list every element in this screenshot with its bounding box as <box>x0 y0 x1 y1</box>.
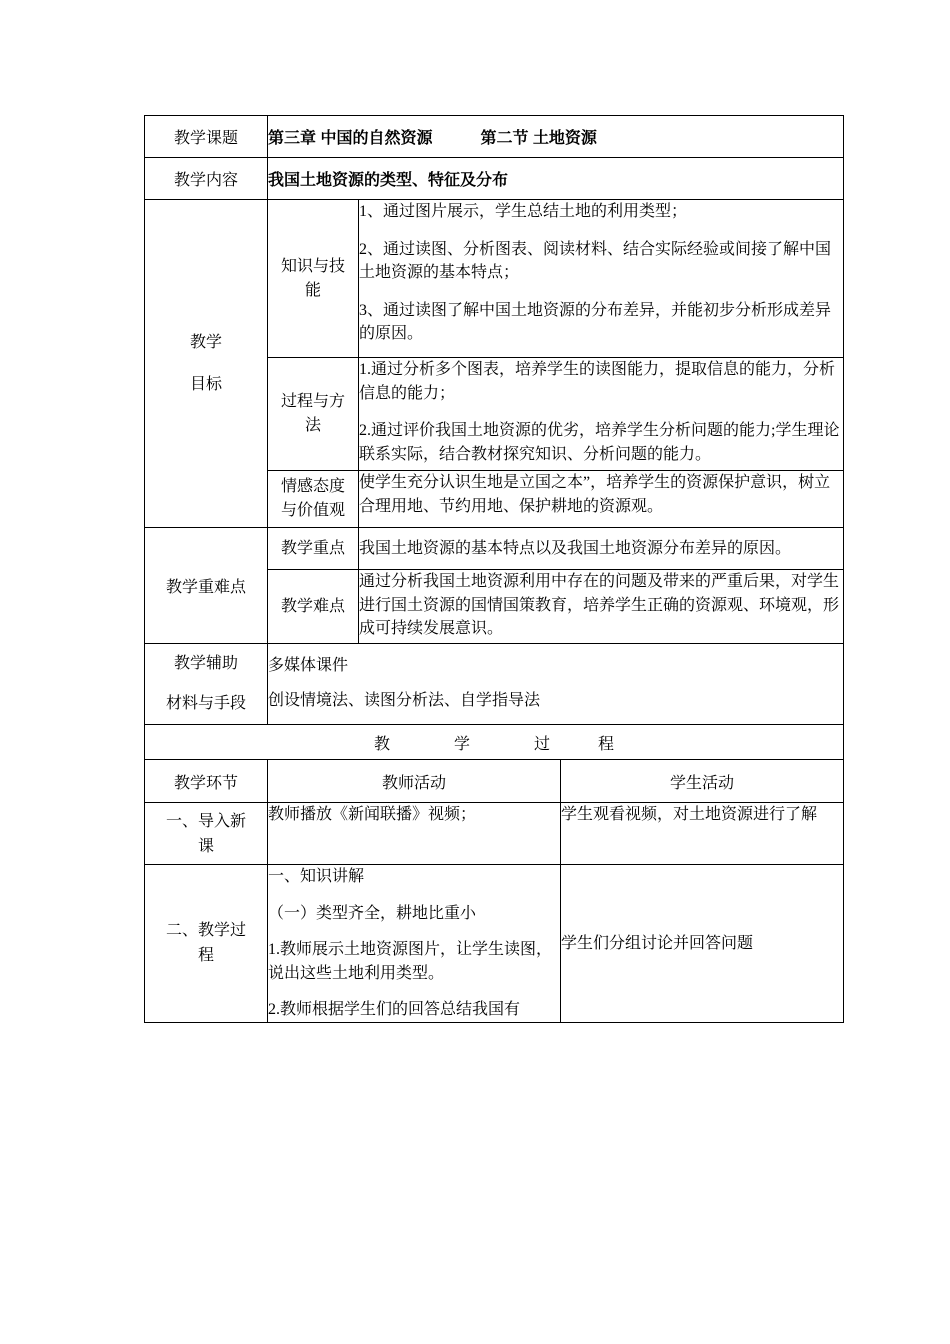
aids-label-text <box>145 644 267 724</box>
stage-teaching <box>145 865 268 1023</box>
knowledge-content <box>359 200 844 358</box>
header-stage: 教学环节 <box>145 760 268 803</box>
student-activity-item: 学生观看视频，对土地资源进行了解 <box>561 806 818 823</box>
focus-category <box>268 528 359 570</box>
stage-intro <box>145 803 268 865</box>
values-content <box>359 471 844 528</box>
objectives-label <box>145 200 268 528</box>
knowledge-item: 1、通过图片展示，学生总结土地的利用类型； <box>359 203 688 220</box>
teacher-activity-item: 教师播放《新闻联播》视频； <box>268 806 477 823</box>
topic-label: 教学课题 <box>145 116 268 158</box>
aids-label-line1: 教学辅助 <box>173 655 238 672</box>
teacher-activity-item: 1.教师展示土地资源图片，让学生读图，说出这些土地利用类型。 <box>268 941 553 982</box>
focus-category-text: 教学重点 <box>280 539 345 557</box>
knowledge-category-text: 知识与技能 <box>280 257 345 299</box>
process-method-content <box>359 358 844 471</box>
process-method-category-text: 过程与方法 <box>280 393 345 434</box>
values-category <box>268 471 359 528</box>
objectives-label-line1: 教学 <box>189 333 222 351</box>
process-method-category <box>268 358 359 471</box>
objectives-label-line2: 目标 <box>189 375 222 393</box>
values-item: 使学生充分认识生地是立国之本”，培养学生的资源保护意识，树立合理用地、节约用地、保护耕地的资源观。 <box>359 474 831 515</box>
stage-intro-text: 一、导入新课 <box>165 812 246 855</box>
aids-content <box>268 644 844 725</box>
difficulty-text: 通过分析我国土地资源利用中存在的问题及带来的严重后果，对学生进行国土资源的国情国策教育，培养学生正确的资源观、环境观，形成可持续发展意识。 <box>359 573 840 637</box>
difficulty-category <box>268 570 359 644</box>
knowledge-category <box>268 200 359 358</box>
teacher-activity-item: 一、知识讲解 <box>268 868 365 885</box>
stage-teaching-text: 二、教学过程 <box>165 922 246 965</box>
teacher-activity-intro <box>268 803 561 865</box>
content-value: 我国土地资源的类型、特征及分布 <box>268 158 844 200</box>
topic-value: 第三章 中国的自然资源 第二节 土地资源 <box>268 116 844 158</box>
teacher-activity-item: （一）类型齐全，耕地比重小 <box>268 904 477 922</box>
header-teacher: 教师活动 <box>268 760 561 803</box>
student-activity-intro <box>561 803 844 865</box>
header-student: 学生活动 <box>561 760 844 803</box>
process-banner: 教 学 过 程 <box>145 725 844 760</box>
knowledge-item: 3、通过读图了解中国土地资源的分布差异，并能初步分析形成差异的原因。 <box>359 301 832 342</box>
knowledge-item: 2、通过读图、分析图表、阅读材料、结合实际经验或间接了解中国土地资源的基本特点； <box>359 240 832 281</box>
values-category-text: 情感态度与价值观 <box>280 478 345 519</box>
teacher-activity-teaching <box>268 865 561 1023</box>
key-points-label: 教学重难点 <box>145 528 268 644</box>
difficulty-content <box>359 570 844 644</box>
aids-label-line2: 材料与手段 <box>165 695 246 712</box>
difficulty-category-text: 教学难点 <box>280 597 345 615</box>
objectives-label-text <box>145 322 267 406</box>
aids-item: 多媒体课件 <box>268 657 349 674</box>
focus-text: 我国土地资源的基本特点以及我国土地资源分布差异的原因。 <box>359 539 792 557</box>
aids-label <box>145 644 268 725</box>
teacher-activity-item: 2.教师根据学生们的回答总结我国有 <box>268 1001 521 1018</box>
content-label: 教学内容 <box>145 158 268 200</box>
student-activity-item: 学生们分组讨论并回答问题 <box>561 934 754 952</box>
lesson-plan-table <box>144 115 844 1023</box>
process-method-item: 1.通过分析多个图表，培养学生的读图能力，提取信息的能力，分析信息的能力； <box>359 361 836 402</box>
aids-item: 创设情境法、读图分析法、自学指导法 <box>268 691 541 709</box>
focus-content <box>359 528 844 570</box>
student-activity-teaching <box>561 865 844 1023</box>
process-method-item: 2.通过评价我国土地资源的优劣，培养学生分析问题的能力;学生理论联系实际，结合教材探究知识、分析问题的能力。 <box>359 422 840 463</box>
